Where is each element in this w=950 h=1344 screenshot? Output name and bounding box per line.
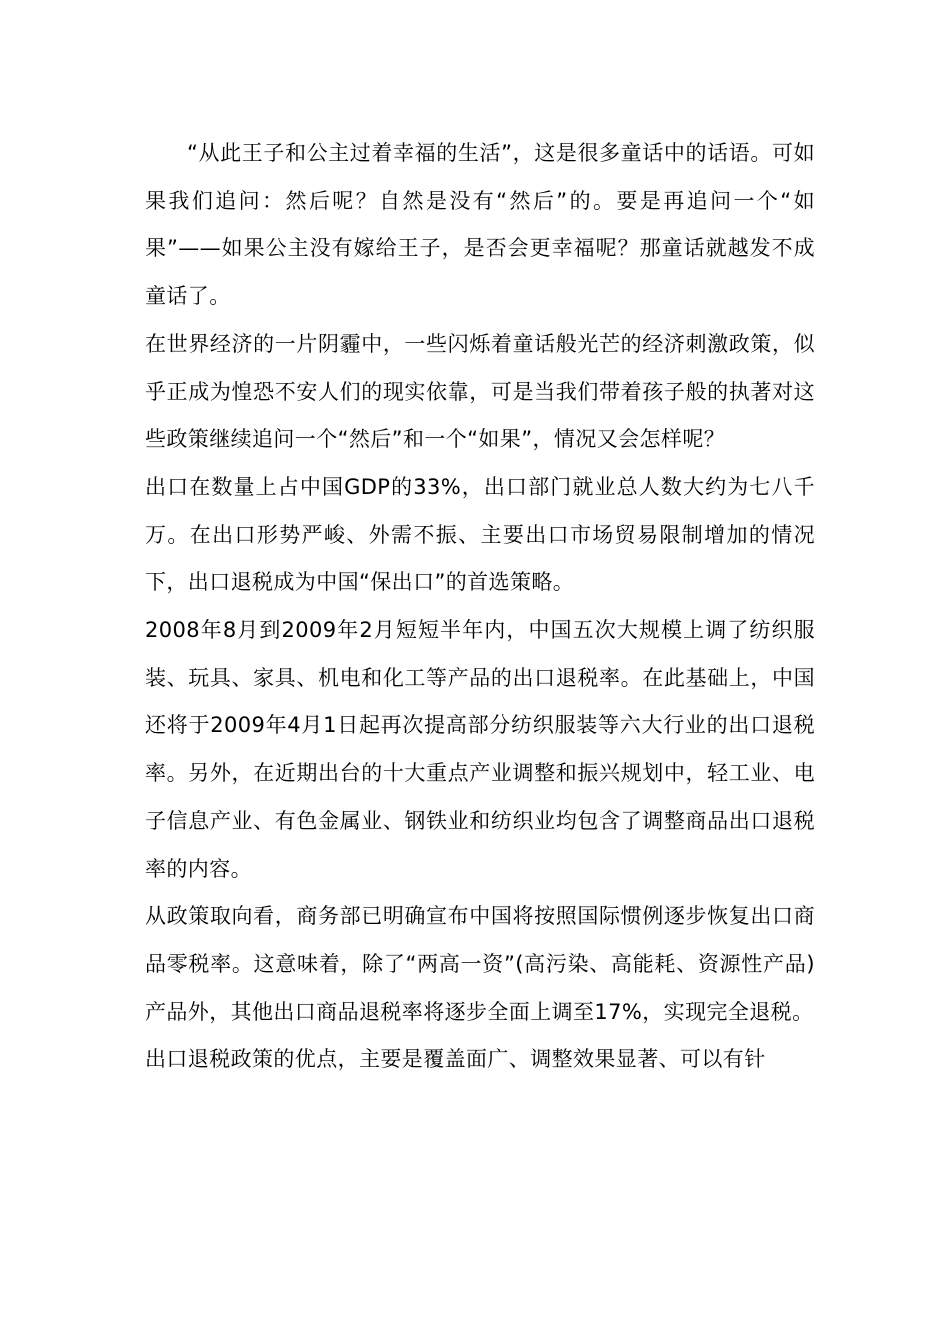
paragraph-export-share: 出口在数量上占中国GDP的33%，出口部门就业总人数大约为七八千万。在出口形势严峻、外需不振、主要出口市场贸易限制增加的情况下，出口退税成为中国“保出口”的首选策略。 [145, 474, 815, 595]
paragraph-policy-orientation: 从政策取向看，商务部已明确宣布中国将按照国际惯例逐步恢复出口商品零税率。这意味着，除了“两高一资”(高污染、高能耗、资源性产品)产品外，其他出口商品退税率将逐步全面上调至17%，实现完全退税。 [145, 904, 815, 1024]
paragraph-policy-advantages: 出口退税政策的优点，主要是覆盖面广、调整效果显著、可以有针 [145, 1047, 766, 1072]
paragraph-fairy-tale-intro: “从此王子和公主过着幸福的生活”，这是很多童话中的话语。可如果我们追问：然后呢？自然是没有“然后”的。要是再追问一个“如果”——如果公主没有嫁给王子，是否会更幸福呢？那童话就越发不成童话了。 [145, 141, 815, 309]
document-body [145, 130, 815, 1084]
paragraph-stimulus-policy: 在世界经济的一片阴霾中，一些闪烁着童话般光芒的经济刺激政策，似乎正成为惶恐不安人们的现实依靠，可是当我们带着孩子般的执著对这些政策继续追问一个“然后”和一个“如果”，情况又会怎样呢？ [145, 331, 815, 452]
paragraph-tax-rebate-history: 2008年8月到2009年2月短短半年内，中国五次大规模上调了纺织服装、玩具、家具、机电和化工等产品的出口退税率。在此基础上，中国还将于2009年4月1日起再次提高部分纺织服装等六大行业的出口退税率。另外，在近期出台的十大重点产业调整和振兴规划中，轻工业、电子信息产业、有色金属业、钢铁业和纺织业均包含了调整商品出口退税率的内容。 [145, 618, 815, 881]
